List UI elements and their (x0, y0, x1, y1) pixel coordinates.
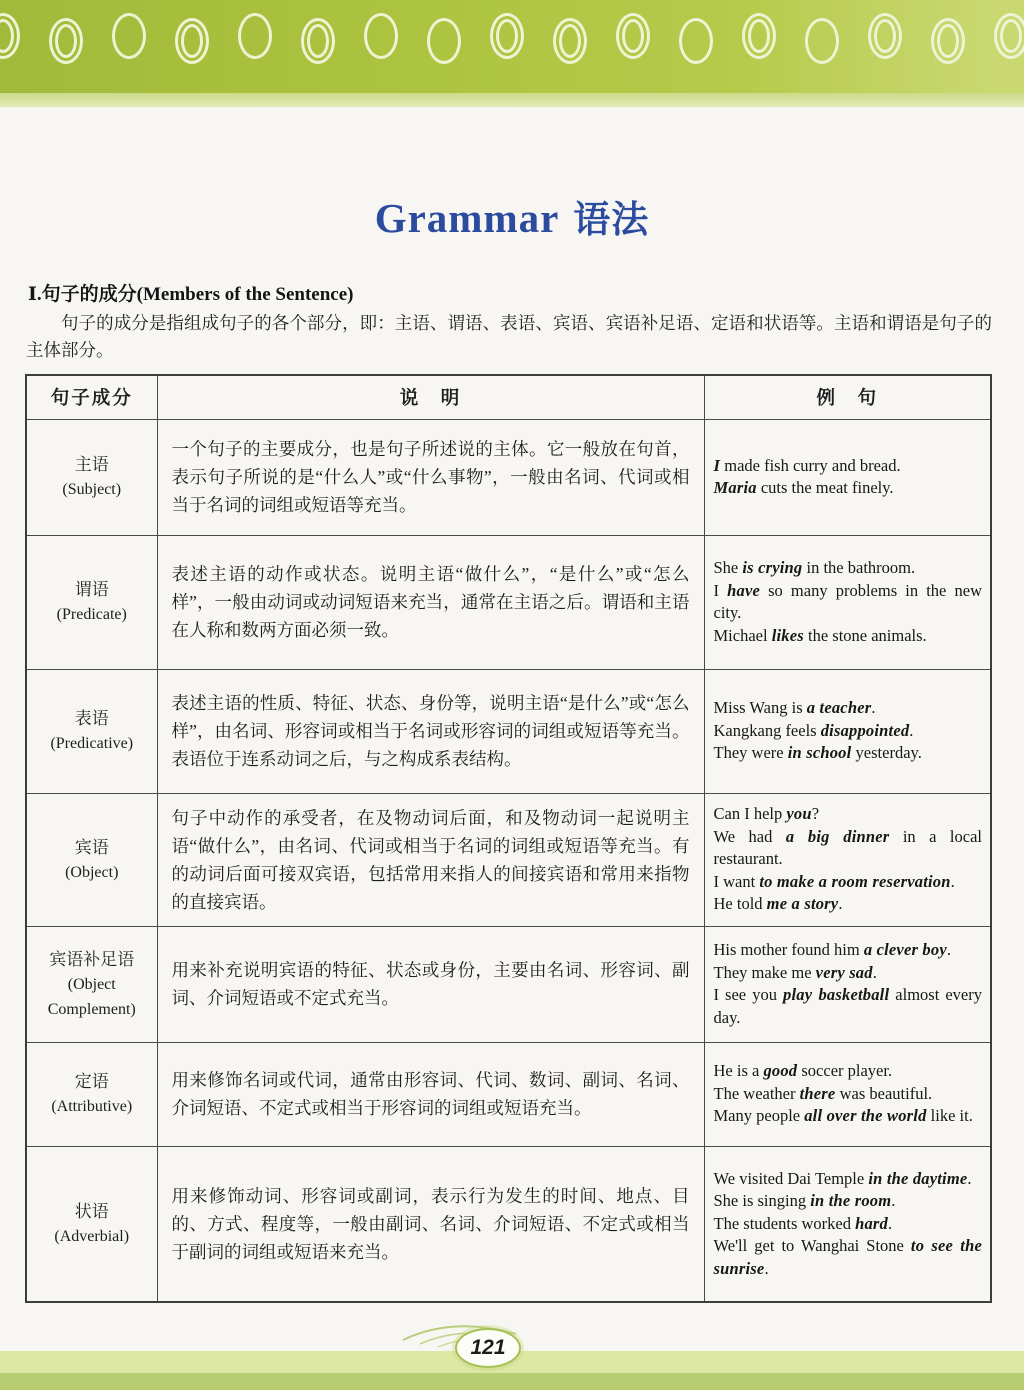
example-sentence: She is singing in the room. (713, 1191, 896, 1210)
oval-ring-ornament (364, 13, 398, 59)
oval-ring-ornament (553, 18, 587, 64)
description-cell: 一个句子的主要成分，也是句子所述说的主体。它一般放在句首，表示句子所说的是“什么人”或“什么事物”，一般由名词、代词或相当于名词的词组或短语等充当。 (157, 419, 704, 535)
example-sentence: He is a good soccer player. (713, 1061, 893, 1081)
example-sentence: He told me a story. (713, 894, 843, 914)
example-sentence: The weather there was beautiful. (713, 1083, 933, 1103)
table-row (26, 669, 991, 793)
examples-cell (704, 1042, 991, 1146)
example-sentence: His mother found him a clever boy. (713, 940, 951, 959)
oval-ring-inner (307, 24, 329, 58)
section-intro: 句子的成分是指组成句子的各个部分，即：主语、谓语、表语、宾语、宾语补足语、定语和状语等。主语和谓语是句子的主体部分。 (26, 313, 992, 360)
oval-ring-ornament (427, 18, 461, 64)
component-cell (26, 926, 157, 1042)
oval-ring-ornament (301, 18, 335, 64)
example-sentence: The students worked hard. (713, 1213, 893, 1233)
example-sentence: Michael likes the stone animals. (713, 625, 927, 645)
oval-ring-inner (0, 19, 14, 53)
oval-ring-inner (622, 19, 644, 53)
page-content (0, 107, 1024, 1303)
example-sentence: I made fish curry and bread. (713, 455, 901, 475)
example-sentence: We visited Dai Temple in the daytime. (713, 1168, 972, 1188)
component-cell (26, 1146, 157, 1302)
oval-ring-ornament (931, 18, 965, 64)
example-sentence: They were in school yesterday. (713, 743, 922, 763)
component-en: (Predicative) (50, 735, 134, 752)
description-cell: 用来修饰名词或代词，通常由形容词、代词、数词、副词、名词、介词短语、不定式或相当于形容词的词组或短语充当。 (157, 1042, 704, 1146)
table-row (26, 535, 991, 669)
oval-ring-inner (496, 19, 518, 53)
oval-ring-inner (937, 24, 959, 58)
example-sentence: She is crying in the bathroom. (713, 558, 916, 577)
component-en: (Attributive) (51, 1098, 133, 1115)
oval-ring-ornament (742, 13, 776, 59)
component-cell (26, 535, 157, 669)
description-cell: 表述主语的性质、特征、状态、身份等，说明主语“是什么”或“怎么样”，由名词、形容词或相当于名词或形容词的词组或短语等充当。表语位于连系动词之后，与之构成系表结构。 (157, 669, 704, 793)
oval-ring-inner (559, 24, 581, 58)
example-sentence: We had a big dinner in a local restaurant. (713, 826, 982, 869)
example-sentence: They make me very sad. (713, 962, 877, 982)
example-sentence: Maria cuts the meat finely. (713, 478, 894, 497)
oval-ring-ornament (679, 18, 713, 64)
oval-ring-inner (1000, 19, 1022, 53)
component-en: (Adverbial) (54, 1227, 130, 1245)
component-en: (Object Complement) (47, 975, 136, 1018)
example-sentence: I have so many problems in the new city. (713, 580, 982, 622)
component-cell (26, 1042, 157, 1146)
description-cell: 用来修饰动词、形容词或副词，表示行为发生的时间、地点、目的、方式、程度等，一般由副词、名词、介词短语、不定式或相当于副词的词组或短语来充当。 (157, 1146, 704, 1302)
component-zh: 定语 (74, 1072, 109, 1091)
oval-ring-ornament (49, 18, 83, 64)
examples-cell (704, 926, 991, 1042)
oval-ring-inner (181, 24, 203, 58)
page-title-en: Grammar (374, 195, 560, 241)
examples-cell (704, 669, 991, 793)
oval-ring-ornament (994, 13, 1024, 59)
example-sentence: Can I help you? (713, 804, 820, 824)
examples-cell (704, 1146, 991, 1302)
header-example: 例 句 (704, 375, 991, 419)
oval-ring-ornament (0, 13, 20, 59)
description-cell: 用来补充说明宾语的特征、状态或身份，主要由名词、形容词、副词、介词短语或不定式充当。 (157, 926, 704, 1042)
oval-ring-inner (748, 19, 770, 53)
page-title (0, 189, 1024, 243)
component-cell (26, 793, 157, 926)
oval-ring-ornament (490, 13, 524, 59)
example-sentence: I want to make a room reservation. (713, 871, 955, 891)
examples-cell (704, 419, 991, 535)
grammar-table (25, 374, 992, 1303)
component-zh: 宾语 (74, 837, 109, 857)
examples-cell (704, 535, 991, 669)
oval-ring-ornament (238, 13, 272, 59)
table-row (26, 793, 991, 926)
oval-ring-ornament (616, 13, 650, 59)
component-en: (Predicate) (56, 606, 127, 623)
table-row (26, 1042, 991, 1146)
table-row (26, 926, 991, 1042)
example-sentence: We'll get to Wanghai Stone to see the sunrise. (713, 1236, 982, 1278)
header-explanation: 说 明 (157, 375, 704, 419)
oval-ring-ornament (175, 18, 209, 64)
footer-bar-dark (0, 1373, 1024, 1390)
page-number-badge (455, 1328, 521, 1368)
description-cell: 表述主语的动作或状态。说明主语“做什么”，“是什么”或“怎么样”，一般由动词或动词短语来充当，通常在主语之后。谓语和主语在人称和数两方面必须一致。 (157, 535, 704, 669)
oval-ring-ornament (868, 13, 902, 59)
header-component: 句子成分 (26, 375, 157, 419)
oval-ring-inner (55, 24, 77, 58)
oval-ring-inner (874, 19, 896, 53)
page-number: 121 (470, 1336, 506, 1359)
example-sentence: Kangkang feels disappointed. (713, 720, 914, 740)
description-cell: 句子中动作的承受者，在及物动词后面，和及物动词一起说明主语“做什么”，由名词、代词或相当于名词的词组或短语等充当。有的动词后面可接双宾语，包括常用来指人的间接宾语和常用来指物的直接宾语。 (157, 793, 704, 926)
oval-ring-ornament (805, 18, 839, 64)
table-header-row (26, 375, 991, 419)
component-zh: 主语 (74, 455, 109, 474)
component-cell (26, 419, 157, 535)
example-sentence: Miss Wang is a teacher. (713, 698, 876, 718)
component-zh: 状语 (74, 1201, 109, 1221)
band-bottom-strip (0, 93, 1024, 107)
component-cell (26, 669, 157, 793)
examples-cell (704, 793, 991, 926)
component-zh: 宾语补足语 (49, 949, 135, 969)
component-en: (Subject) (62, 481, 122, 498)
table-row (26, 1146, 991, 1302)
example-sentence: Many people all over the world like it. (713, 1106, 973, 1126)
table-row (26, 419, 991, 535)
component-zh: 谓语 (74, 580, 109, 599)
top-decorative-band (0, 0, 1024, 93)
component-zh: 表语 (74, 709, 109, 728)
oval-ring-ornament (112, 13, 146, 59)
page-title-zh: 语法 (573, 200, 650, 241)
example-sentence: I see you play basketball almost every day. (713, 985, 982, 1027)
section-heading: Ⅰ.句子的成分(Members of the Sentence) (28, 284, 354, 305)
component-en: (Object) (65, 863, 119, 881)
